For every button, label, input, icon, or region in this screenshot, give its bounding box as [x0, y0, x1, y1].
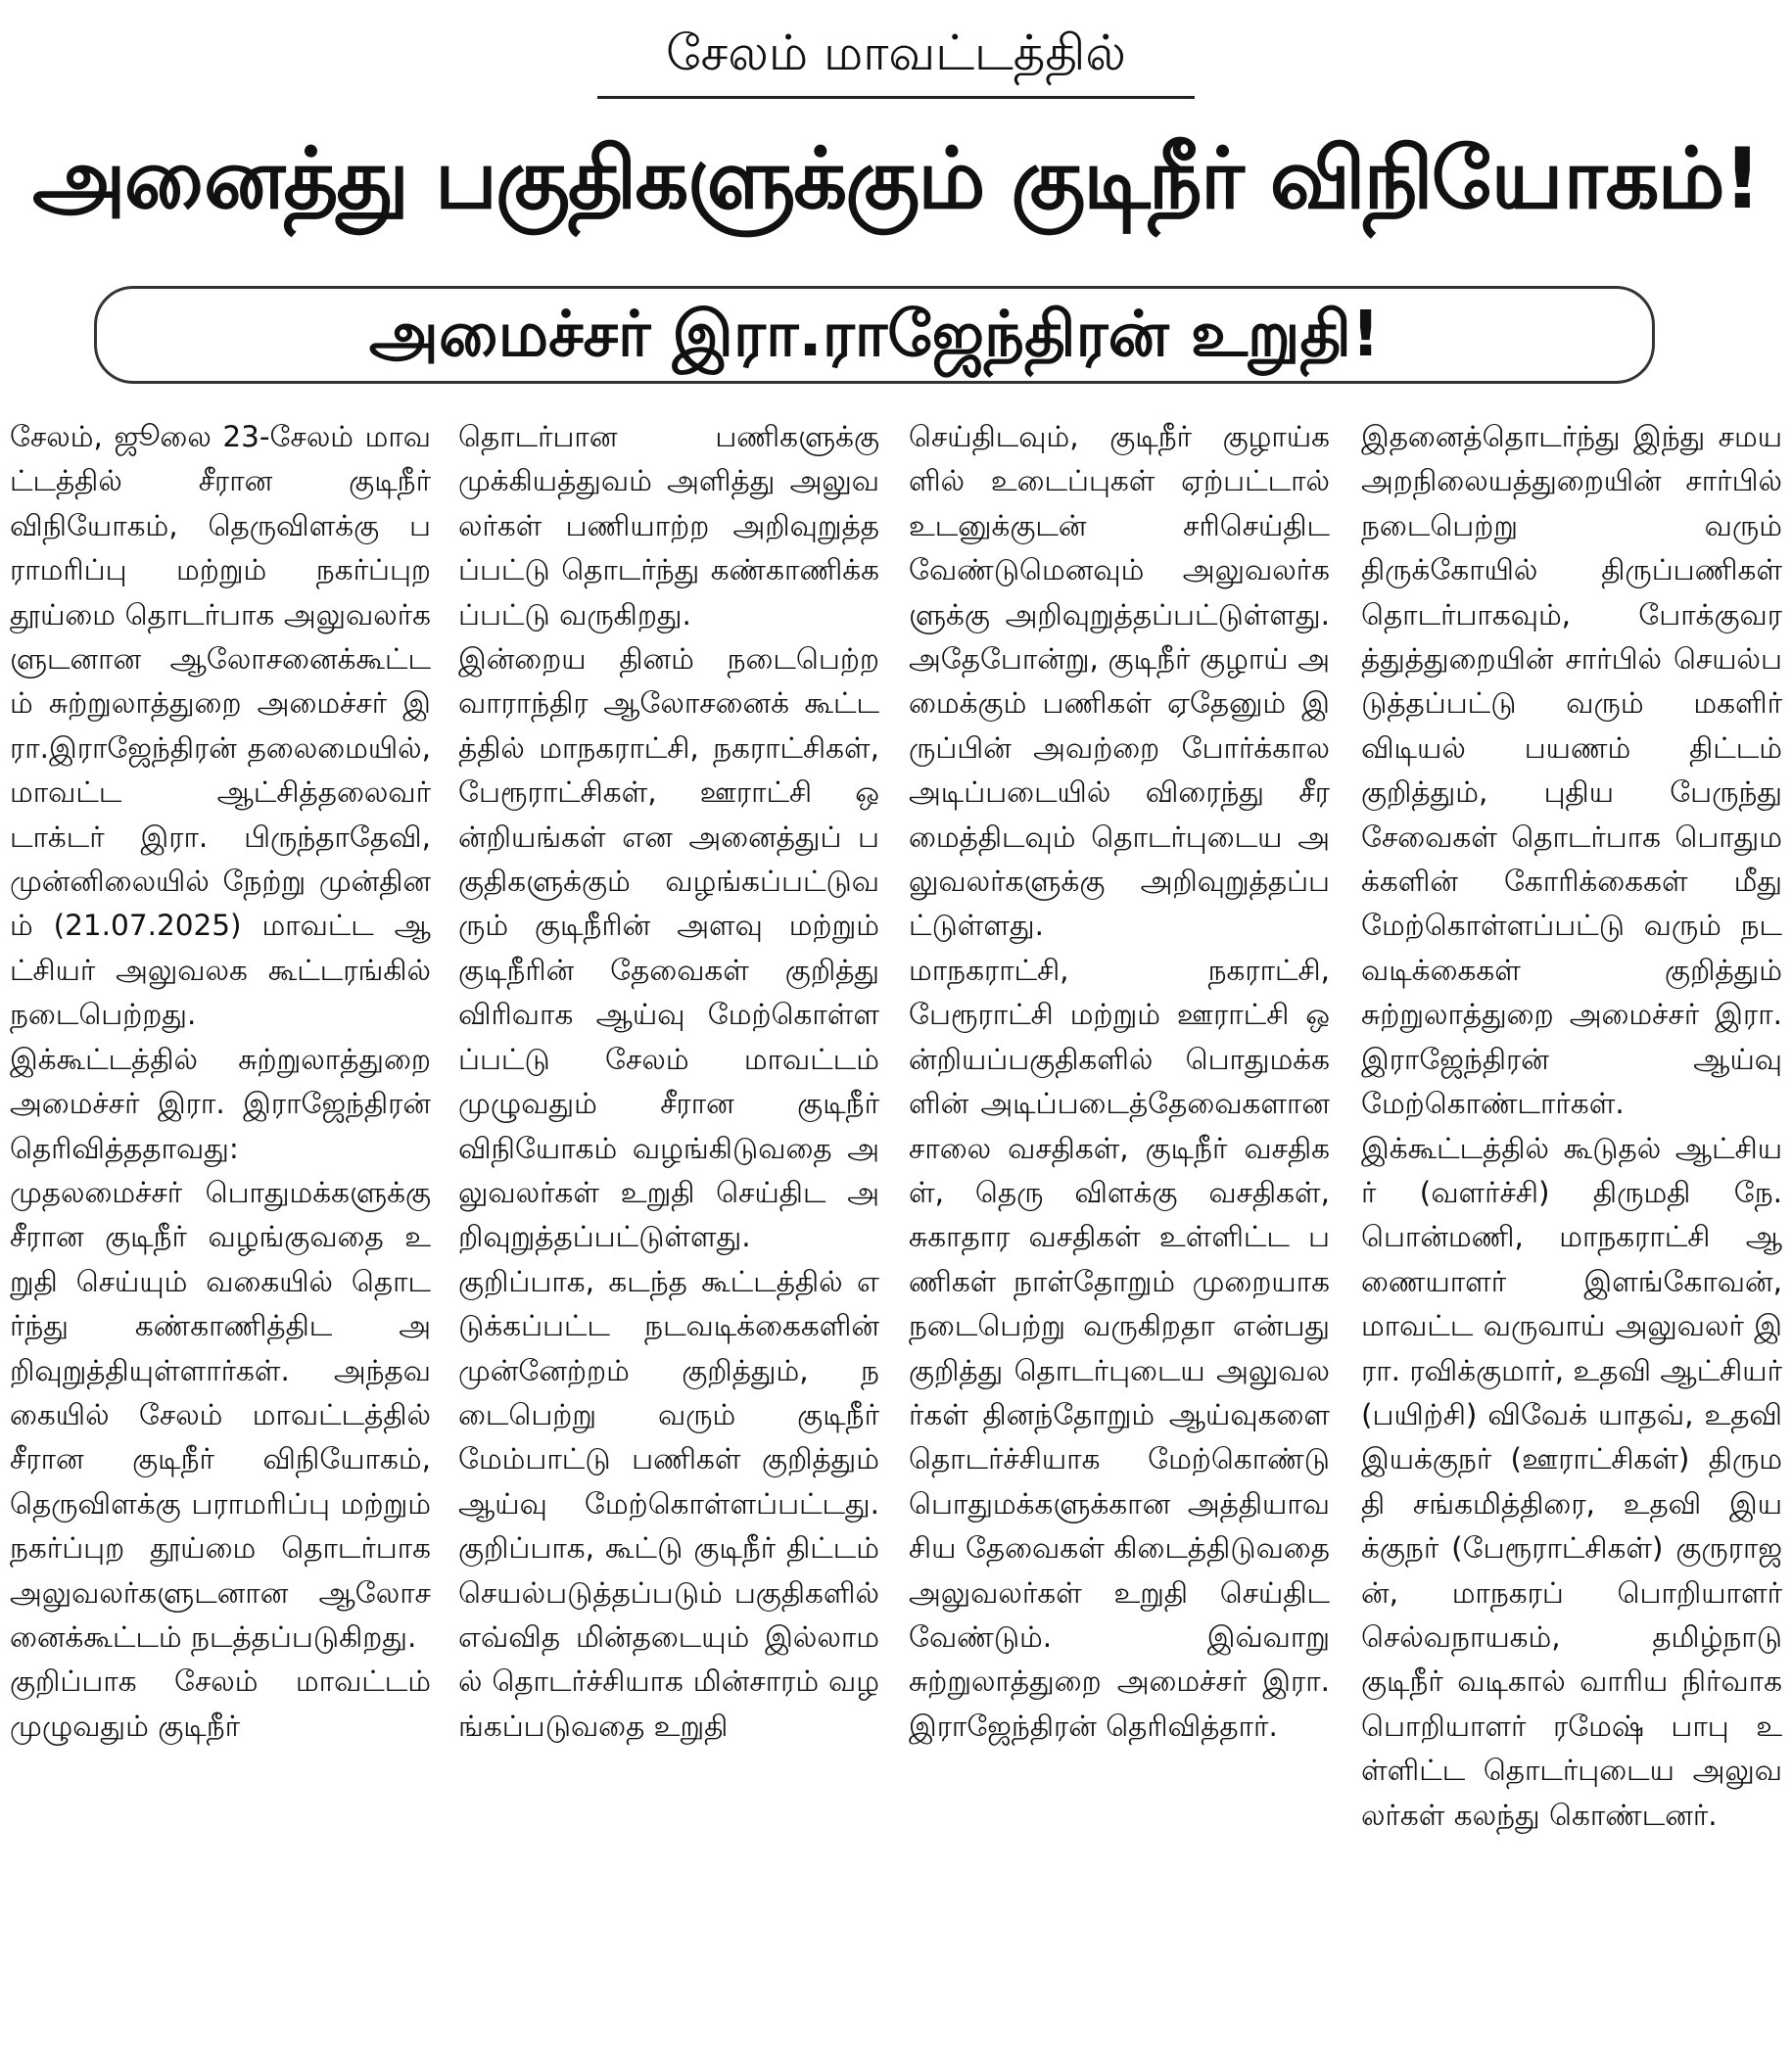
article-paragraph: செய்திடவும், குடிநீர் குழாய்களில் உடைப்புகள் ஏற்பட்டால் உடனுக்குடன் சரிசெய்திட வேண்டுமெனவும் அலுவலர்களுக்கு அறிவுறுத்தப்பட்டுள்ளது. அதேபோன்று, குடிநீர் குழாய் அமைக்கும் பணிகள் ஏதேனும் இருப்பின் அவற்றை போர்க்கால அடிப்படையில் விரைந்து சீரமைத்திடவும் தொடர்புடைய அலுவலர்களுக்கு அறிவுறுத்தப்பட்டுள்ளது. — [909, 420, 1330, 943]
subhead-box — [94, 286, 1655, 384]
article-paragraph: முதலமைச்சர் பொதுமக்களுக்கு சீரான குடிநீர் வழங்குவதை உறுதி செய்யும் வகையில் தொடர்ந்து கண்காணித்திட அறிவுறுத்தியுள்ளார்கள். அந்தவகையில் சேலம் மாவட்டத்தில் சீரான குடிநீர் விநியோகம், தெருவிளக்கு பராமரிப்பு மற்றும் நகர்ப்புற தூய்மை தொடர்பாக அலுவலர்களுடனான ஆலோசனைக்கூட்டம் நடத்தப்படுகிறது. — [10, 1175, 431, 1654]
article-column-3 — [909, 415, 1330, 2056]
article-column-4 — [1361, 415, 1782, 2056]
subhead: அமைச்சர் இரா.ராஜேந்திரன் உறுதி! — [368, 299, 1381, 371]
article-paragraph: சேலம், ஜூலை 23-சேலம் மாவட்டத்தில் சீரான குடிநீர் விநியோகம், தெருவிளக்கு பராமரிப்பு மற்றும் நகர்ப்புற தூய்மை தொடர்பாக அலுவலர்களுடனான ஆலோசனைக்கூட்டம் சுற்றுலாத்துறை அமைச்சர் இரா.இராஜேந்திரன் தலைமையில், மாவட்ட ஆட்சித்தலைவர் டாக்டர் இரா. பிருந்தாதேவி, முன்னிலையில் நேற்று முன்தினம் (21.07.2025) மாவட்ட ஆட்சியர் அலுவலக கூட்டரங்கில் நடைபெற்றது. — [10, 420, 431, 1032]
article-paragraph: குறிப்பாக, கடந்த கூட்டத்தில் எடுக்கப்பட்ட நடவடிக்கைகளின் முன்னேற்றம் குறித்தும், நடைபெற்று வரும் குடிநீர் மேம்பாட்டு பணிகள் குறித்தும் ஆய்வு மேற்கொள்ளப்பட்டது. குறிப்பாக, கூட்டு குடிநீர் திட்டம் செயல்படுத்தப்படும் பகுதிகளில் எவ்வித மின்தடையும் இல்லாமல் தொடர்ச்சியாக மின்சாரம் வழங்கப்படுவதை உறுதி — [458, 1264, 879, 1743]
article-paragraph: தொடர்பான பணிகளுக்கு முக்கியத்துவம் அளித்து அலுவலர்கள் பணியாற்ற அறிவுறுத்தப்பட்டு தொடர்ந்து கண்காணிக்கப்பட்டு வருகிறது. — [458, 420, 879, 632]
article-paragraph: இதனைத்தொடர்ந்து இந்து சமய அறநிலையத்துறையின் சார்பில் நடைபெற்று வரும் திருக்கோயில் திருப்பணிகள் தொடர்பாகவும், போக்குவரத்துத்துறையின் சார்பில் செயல்படுத்தப்பட்டு வரும் மகளிர் விடியல் பயணம் திட்டம் குறித்தும், புதிய பேருந்து சேவைகள் தொடர்பாக பொதுமக்களின் கோரிக்கைகள் மீது மேற்கொள்ளப்பட்டு வரும் நடவடிக்கைகள் குறித்தும் சுற்றுலாத்துறை அமைச்சர் இரா. இராஜேந்திரன் ஆய்வு மேற்கொண்டார்கள். — [1361, 420, 1782, 1121]
article-column-1 — [10, 415, 431, 2056]
article-paragraph: இக்கூட்டத்தில் கூடுதல் ஆட்சியர் (வளர்ச்சி) திருமதி நே.பொன்மணி, மாநகராட்சி ஆணையாளர் இளங்கோவன், மாவட்ட வருவாய் அலுவலர் இரா. ரவிக்குமார், உதவி ஆட்சியர் (பயிற்சி) விவேக் யாதவ், உதவி இயக்குநர் (ஊராட்சிகள்) திருமதி சங்கமித்திரை, உதவி இயக்குநர் (பேரூராட்சிகள்) குருராஜன், மாநகரப் பொறியாளர் செல்வநாயகம், தமிழ்நாடு குடிநீர் வடிகால் வாரிய நிர்வாக பொறியாளர் ரமேஷ் பாபு உள்ளிட்ட தொடர்புடைய அலுவலர்கள் கலந்து கொண்டனர். — [1361, 1131, 1782, 1832]
kicker-heading: சேலம் மாவட்டத்தில் — [597, 14, 1195, 99]
article-paragraph: குறிப்பாக சேலம் மாவட்டம் முழுவதும் குடிநீர் — [10, 1664, 431, 1743]
article-paragraph: இக்கூட்டத்தில் சுற்றுலாத்துறை அமைச்சர் இரா. இராஜேந்திரன் தெரிவித்ததாவது: — [10, 1042, 431, 1165]
article-paragraph: மாநகராட்சி, நகராட்சி, பேரூராட்சி மற்றும் ஊராட்சி ஒன்றியப்பகுதிகளில் பொதுமக்களின் அடிப்படைத்தேவைகளான சாலை வசதிகள், குடிநீர் வசதிகள், தெரு விளக்கு வசதிகள், சுகாதார வசதிகள் உள்ளிட்ட பணிகள் நாள்தோறும் முறையாக நடைபெற்று வருகிறதா என்பது குறித்து தொடர்புடைய அலுவலர்கள் தினந்தோறும் ஆய்வுகளை தொடர்ச்சியாக மேற்கொண்டு பொதுமக்களுக்கான அத்தியாவசிய தேவைகள் கிடைத்திடுவதை அலுவலர்கள் உறுதி செய்திட வேண்டும். இவ்வாறு சுற்றுலாத்துறை அமைச்சர் இரா.இராஜேந்திரன் தெரிவித்தார். — [909, 953, 1330, 1743]
article-column-2 — [458, 415, 879, 2056]
article-body — [10, 415, 1784, 2056]
article-paragraph: இன்றைய தினம் நடைபெற்ற வாராந்திர ஆலோசனைக் கூட்டத்தில் மாநகராட்சி, நகராட்சிகள், பேரூராட்சிகள், ஊராட்சி ஒன்றியங்கள் என அனைத்துப் பகுதிகளுக்கும் வழங்கப்பட்டுவரும் குடிநீரின் அளவு மற்றும் குடிநீரின் தேவைகள் குறித்து விரிவாக ஆய்வு மேற்கொள்ளப்பட்டு சேலம் மாவட்டம் முழுவதும் சீரான குடிநீர் விநியோகம் வழங்கிடுவதை அலுவலர்கள் உறுதி செய்திட அறிவுறுத்தப்பட்டுள்ளது. — [458, 642, 879, 1254]
main-headline: அனைத்து பகுதிகளுக்கும் குடிநீர் விநியோகம்! — [32, 130, 1760, 228]
